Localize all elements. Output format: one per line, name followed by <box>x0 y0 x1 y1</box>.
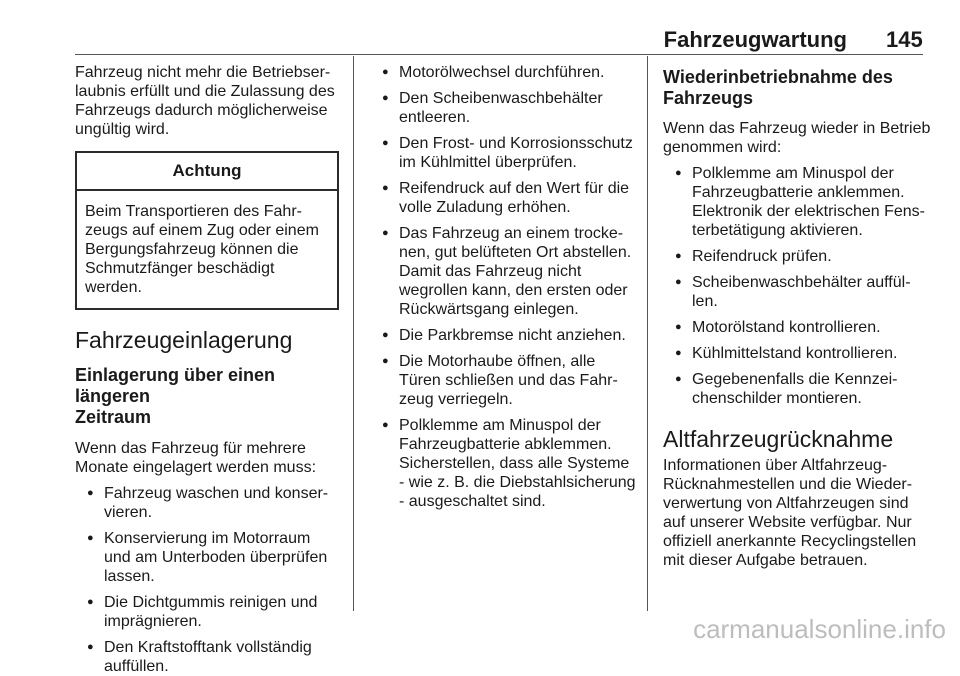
list-item: ● Gegebenenfalls die Kennzei- chenschilder montieren. <box>663 370 935 408</box>
text-line: Wiederinbetriebnahme des <box>663 67 893 87</box>
list-item: ● Kühlmittelstand kontrollieren. <box>663 344 935 363</box>
text-line: Rücknahmestellen und die Wieder- <box>663 476 913 493</box>
text-line: Zeitraum <box>75 407 152 427</box>
text-line: Fahrzeugs <box>663 88 754 108</box>
subsection-intro <box>663 119 935 157</box>
text-line: Informationen über Altfahrzeug- <box>663 457 888 474</box>
list-item: ● Die Parkbremse nicht anziehen. <box>370 326 636 345</box>
list-item: ● Das Fahrzeug an einem trocke- nen, gut belüfteten Ort abstellen. Damit das Fahrzeug nicht wegrollen kann, den ersten oder Rückwärtsgang einlegen. <box>370 224 636 319</box>
text-line: verwertung von Altfahrzeugen sind <box>663 495 909 512</box>
text-line: werden. <box>85 279 142 296</box>
column-1 <box>75 63 341 676</box>
header-rule <box>75 54 923 55</box>
text-line: zeugs auf einem Zug oder einem <box>85 222 319 239</box>
list-item: ● Die Dichtgummis reinigen und imprägnieren. <box>75 593 341 631</box>
list-item: ● Motorölstand kontrollieren. <box>663 318 935 337</box>
text-line: auf unserer Website verfügbar. Nur <box>663 514 912 531</box>
text-line: offiziell anerkannte Recyclingstellen <box>663 533 917 550</box>
list-item: ● Reifendruck prüfen. <box>663 247 935 266</box>
text-line: Beim Transportieren des Fahr- <box>85 203 302 220</box>
list-item: ● Den Kraftstofftank vollständig auffüllen. <box>75 638 341 676</box>
text-line: Einlagerung über einen längeren <box>75 365 276 406</box>
page-number: 145 <box>886 27 923 52</box>
warning-box <box>75 151 339 310</box>
list-item: ● Die Motorhaube öffnen, alle Türen schließen und das Fahr- zeug verriegeln. <box>370 352 636 409</box>
warning-body <box>77 191 337 308</box>
text-line: Fahrzeug nicht mehr die Betriebser- <box>75 64 331 81</box>
list-item: ● Den Scheibenwaschbehälter entleeren. <box>370 89 636 127</box>
storage-steps-list <box>75 484 341 676</box>
column-divider <box>353 56 354 611</box>
restart-steps-list <box>663 164 935 408</box>
text-line: Wenn das Fahrzeug wieder in Betrieb <box>663 120 931 137</box>
column-2 <box>370 63 636 511</box>
list-item: ● Den Frost- und Korrosionsschutz im Kühlmittel überprüfen. <box>370 134 636 172</box>
text-line: laubnis erfüllt und die Zulassung des <box>75 83 335 100</box>
list-item: ● Polklemme am Minuspol der Fahrzeugbatterie anklemmen. Elektronik der elektrischen Fens- terbetätigung aktivieren. <box>663 164 935 240</box>
section-title: Fahrzeugeinlagerung <box>75 327 293 353</box>
list-item: ● Konservierung im Motorraum und am Unterboden überprüfen lassen. <box>75 529 341 586</box>
text-line: mit dieser Aufgabe betrauen. <box>663 552 868 569</box>
storage-steps-list-continued <box>370 63 636 511</box>
text-line: Fahrzeugs dadurch möglicherweise <box>75 102 328 119</box>
subsection-intro <box>75 439 341 477</box>
text-line: Monate eingelagert werden muss: <box>75 459 317 476</box>
list-item: ● Polklemme am Minuspol der Fahrzeugbatterie abklemmen. Sicherstellen, dass alle Systeme - wie z. B. die Diebstahlsicherung - ausgeschaltet sind. <box>370 416 636 511</box>
text-line: Schmutzfänger beschädigt <box>85 260 275 277</box>
text-line: Wenn das Fahrzeug für mehrere <box>75 440 306 457</box>
list-item: ● Motorölwechsel durchführen. <box>370 63 636 82</box>
text-line: genommen wird: <box>663 139 782 156</box>
text-line: ungültig wird. <box>75 121 170 138</box>
subsection-title <box>663 67 935 109</box>
section-body <box>663 456 935 570</box>
intro-paragraph <box>75 63 341 139</box>
section-title: Altfahrzeugrücknahme <box>663 426 894 452</box>
page-header <box>0 0 960 54</box>
text-line: Bergungsfahrzeug können die <box>85 241 299 258</box>
subsection-title <box>75 365 341 428</box>
warning-title: Achtung <box>77 153 337 191</box>
watermark: carmanualsonline.info <box>693 614 946 644</box>
column-divider <box>647 56 648 611</box>
column-3 <box>663 63 935 570</box>
list-item: ● Reifendruck auf den Wert für die volle Zuladung erhöhen. <box>370 179 636 217</box>
list-item: ● Scheibenwaschbehälter auffül- len. <box>663 273 935 311</box>
chapter-title: Fahrzeugwartung <box>663 27 847 52</box>
list-item: ● Fahrzeug waschen und konser- vieren. <box>75 484 341 522</box>
